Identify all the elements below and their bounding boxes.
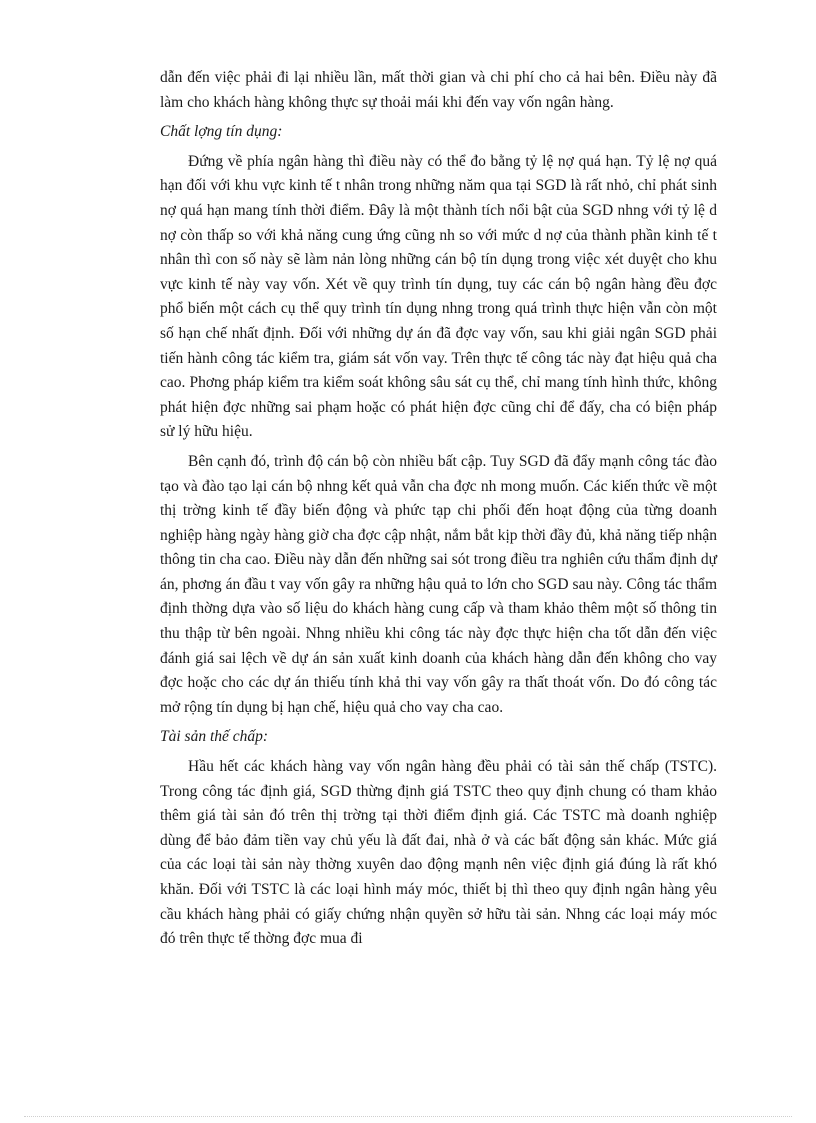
paragraph-staff-capacity: Bên cạnh đó, trình độ cán bộ còn nhiều bất cập. Tuy SGD đã đẩy mạnh công tác đào tạo và đào tạo lại cán bộ nhng kết quả vẫn cha đợc nh mong muốn. Các kiến thức về một thị trờng kinh tế đầy biến động và phức tạp chi phối đến hoạt động của từng doanh nghiệp hàng ngày hàng giờ cha đợc cập nhật, nắm bắt kịp thời đầy đủ, khả năng tiếp nhận thông tin cha cao. Điều này dẫn đến những sai sót trong điều tra nghiên cứu thẩm định dự án, phơng án đầu t vay vốn gây ra những hậu quả to lớn cho SGD sau này. Công tác thẩm định thờng dựa vào số liệu do khách hàng cung cấp và tham khảo thêm một số thông tin thu thập từ bên ngoài. Nhng nhiều khi công tác này đợc thực hiện cha tốt dẫn đến việc đánh giá sai lệch về dự án sản xuất kinh doanh của khách hàng dẫn đến không cho vay đợc hoặc cho các dự án thiếu tính khả thi vay vốn gây ra thất thoát vốn. Do đó công tác mở rộng tín dụng bị hạn chế, hiệu quả cho vay cha cao. — [160, 452, 717, 716]
paragraph-credit-quality: Đứng về phía ngân hàng thì điều này có thể đo bằng tỷ lệ nợ quá hạn. Tỷ lệ nợ quá hạn đối với khu vực kinh tế t nhân trong những năm qua tại SGD là rất nhỏ, chỉ phát sinh nợ quá hạn mang tính thời điểm. Đây là một thành tích nổi bật của SGD nhng với tỷ lệ d nợ còn thấp so với khả năng cung ứng cũng nh so với mức d nợ của thành phần kinh tế t nhân thì con số này sẽ làm nản lòng những cán bộ tín dụng trong việc xét duyệt cho khu vực kinh tế này vay vốn. Xét về quy trình tín dụng, tuy các cán bộ ngân hàng đều đợc phổ biến một cách cụ thể quy trình tín dụng nhng trong quá trình thực hiện vẫn còn một số hạn chế nhất định. Đối với những dự án đã đợc vay vốn, sau khi giải ngân SGD phải tiến hành công tác kiểm tra, giám sát vốn vay. Trên thực tế công tác này đạt hiệu quả cha cao. Phơng pháp kiểm tra kiểm soát không sâu sát cụ thể, chỉ mang tính hình thức, không phát hiện đợc những sai phạm hoặc có phát hiện đợc cũng chỉ để đấy, cha có biện pháp sử lý hữu hiệu. — [160, 152, 717, 441]
paragraph-collateral: Hầu hết các khách hàng vay vốn ngân hàng đều phải có tài sản thế chấp (TSTC). Trong công tác định giá, SGD thừng định giá TSTC theo quy định chung có tham khảo thêm giá tài sản đó trên thị trờng tại thời điểm định giá. Các TSTC mà doanh nghiệp dùng để bảo đảm tiền vay chủ yếu là đất đai, nhà ở và các bất động sản khác. Mức giá của các loại tài sản này thờng xuyên dao động mạnh nên việc định giá đúng là rất khó khăn. Đối với TSTC là các loại hình máy móc, thiết bị thì theo quy định ngân hàng yêu cầu khách hàng phải có giấy chứng nhận quyền sở hữu tài sản. Nhng các loại máy móc đó trên thực tế thờng đợc mua đi — [160, 758, 717, 948]
paragraph-intro: dẫn đến việc phải đi lại nhiều lần, mất thời gian và chi phí cho cả hai bên. Điều này đã làm cho khách hàng không thực sự thoải mái khi đến vay vốn ngân hàng. — [160, 69, 717, 111]
section-heading-credit-quality: Chất lợng tín dụng: — [160, 123, 283, 141]
section-heading-collateral: Tài sản thế chấp: — [160, 728, 269, 746]
document-page — [160, 66, 717, 952]
page-bottom-divider — [24, 1116, 792, 1117]
